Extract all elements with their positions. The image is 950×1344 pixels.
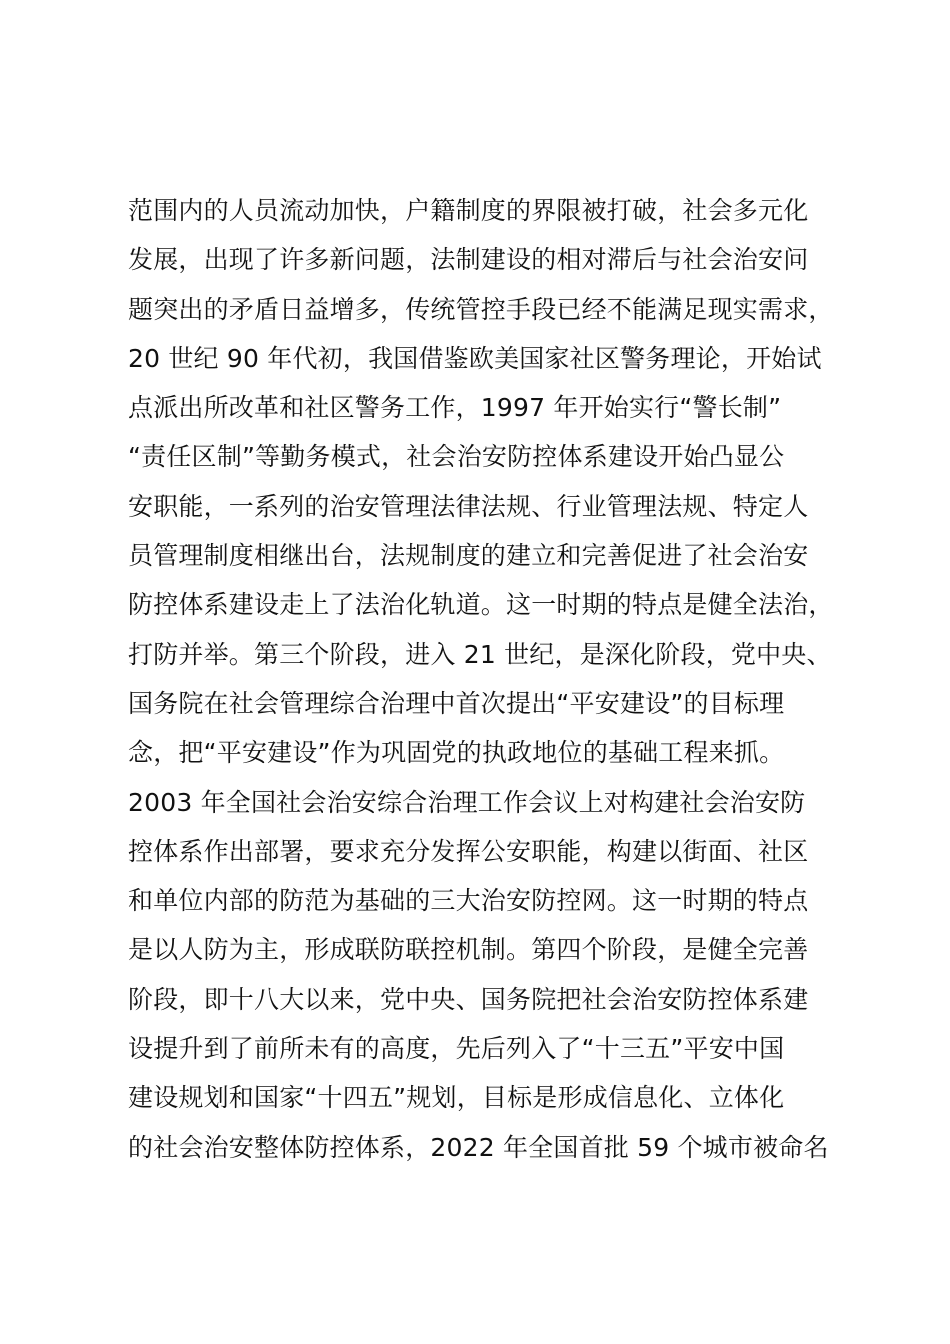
text-line: 20 世纪 90 年代初，我国借鉴欧美国家社区警务理论，开始试 <box>128 343 822 373</box>
text-line: 点派出所改革和社区警务工作，1997 年开始实行“警长制” <box>128 393 782 423</box>
text-line: “责任区制”等勤务模式，社会治安防控体系建设开始凸显公 <box>128 442 785 472</box>
text-line: 员管理制度相继出台，法规制度的建立和完善促进了社会治安 <box>128 541 809 571</box>
text-line: 安职能，一系列的治安管理法律法规、行业管理法规、特定人 <box>128 491 809 521</box>
text-line: 念，把“平安建设”作为巩固党的执政地位的基础工程来抓。 <box>128 738 785 768</box>
text-line: 阶段，即十八大以来，党中央、国务院把社会治安防控体系建 <box>128 984 809 1014</box>
text-line: 建设规划和国家“十四五”规划，目标是形成信息化、立体化 <box>128 1083 785 1113</box>
text-line: 发展，出现了许多新问题，法制建设的相对滞后与社会治安问 <box>128 245 809 275</box>
text-line: 是以人防为主，形成联防联控机制。第四个阶段，是健全完善 <box>128 935 809 965</box>
text-line: 国务院在社会管理综合治理中首次提出“平安建设”的目标理 <box>128 688 785 718</box>
body-paragraph <box>128 186 858 1172</box>
text-line: 防控体系建设走上了法治化轨道。这一时期的特点是健全法治， <box>128 590 834 620</box>
text-line: 打防并举。第三个阶段，进入 21 世纪，是深化阶段，党中央、 <box>128 639 832 669</box>
text-line: 的社会治安整体防控体系，2022 年全国首批 59 个城市被命名 <box>128 1132 829 1162</box>
text-line: 题突出的矛盾日益增多，传统管控手段已经不能满足现实需求， <box>128 294 834 324</box>
text-line: 控体系作出部署，要求充分发挥公安职能，构建以街面、社区 <box>128 836 809 866</box>
text-line: 范围内的人员流动加快，户籍制度的界限被打破，社会多元化 <box>128 196 809 225</box>
text-line: 和单位内部的防范为基础的三大治安防控网。这一时期的特点 <box>128 886 809 916</box>
text-line: 设提升到了前所未有的高度，先后列入了“十三五”平安中国 <box>128 1034 785 1064</box>
text-line: 2003 年全国社会治安综合治理工作会议上对构建社会治安防 <box>128 787 806 817</box>
